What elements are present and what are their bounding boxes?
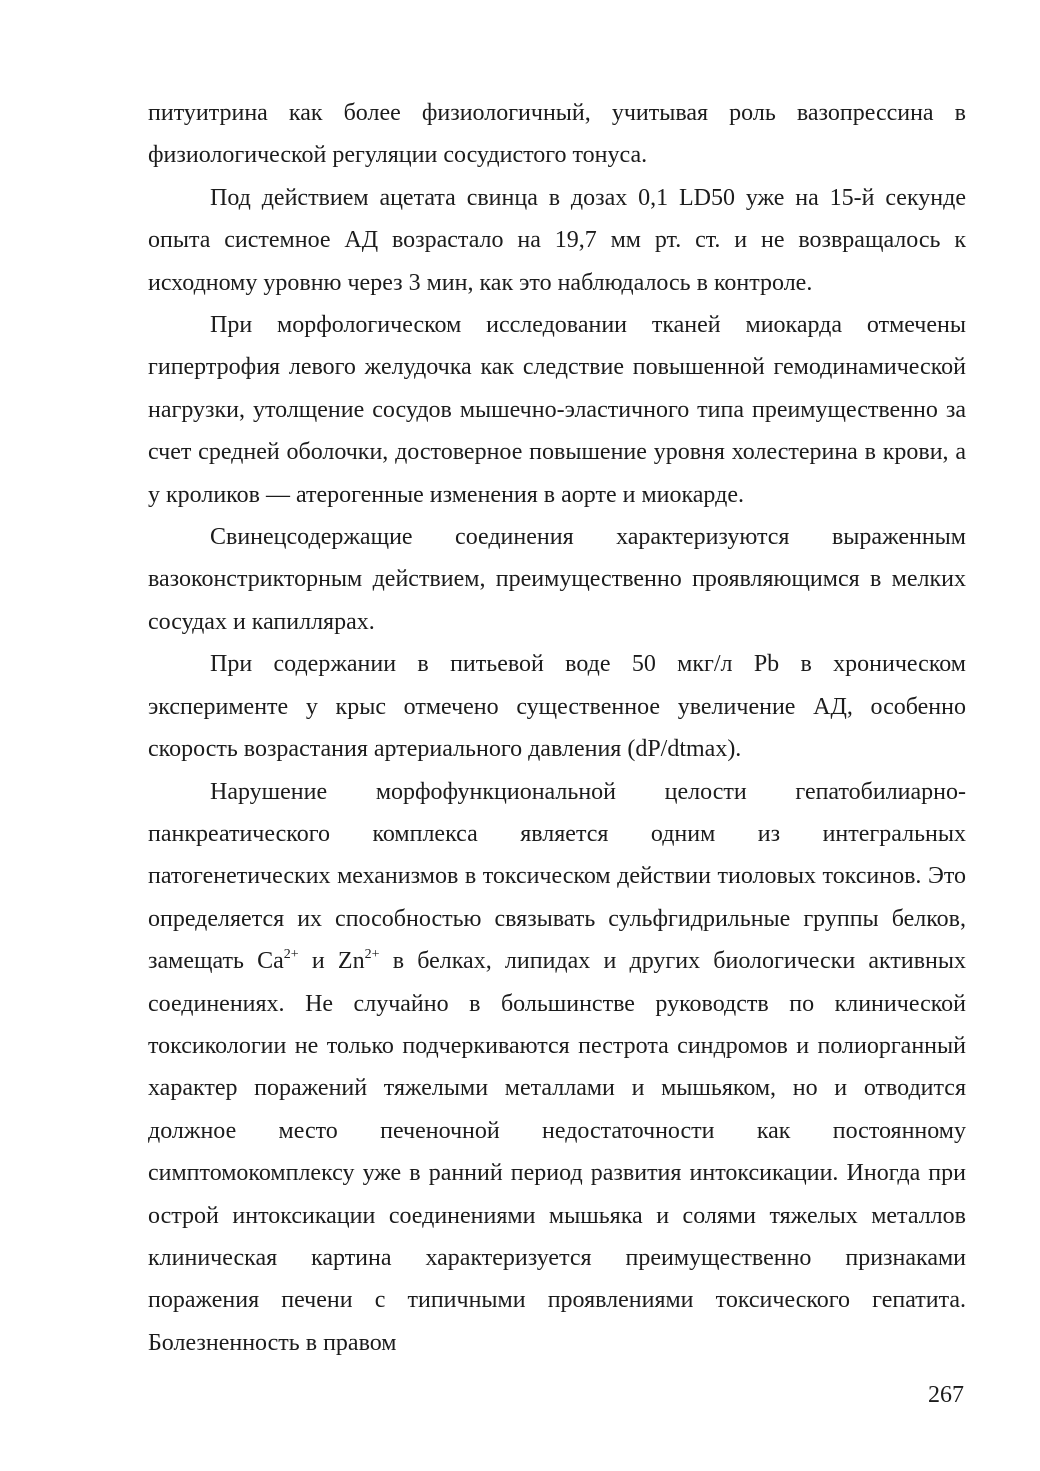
paragraph-text: и Zn [298,948,365,975]
paragraph: При содержании в питьевой воде 50 мкг/л Pb в хроническом эксперименте у крыс отмечено существенное увеличение АД, особенно скорость возрастания артериального давления (dP/dtmax). [148,651,966,763]
page-body [148,92,966,1364]
paragraph-text: в белках, липидах и других биологически активных соединениях. Не случайно в большинстве руководств по клинической токсикологии не только подчеркиваются пестрота синдромов и полиорганный характер поражений тяжелыми металлами и мышьяком, но и отводится должное место печеночной недостаточности как постоянному симптомокомплексу уже в ранний период развития интоксикации. Иногда при острой интоксикации соединениями мышьяка и солями тяжелых металлов клиническая картина характеризуется преимущественно признаками поражения печени с типичными проявлениями токсического гепатита. Болезненность в правом [148,948,966,1356]
page-number: 267 [928,1382,964,1408]
paragraph [148,771,966,1365]
paragraph: питуитрина как более физиологичный, учитывая роль вазопрессина в физиологической регуляции сосудистого тонуса. [148,100,966,169]
paragraph: Свинецсодержащие соединения характеризуются выраженным вазоконстрикторным действием, преимущественно проявляющимся в мелких сосудах и капиллярах. [148,524,966,635]
paragraph: При морфологическом исследовании тканей миокарда отмечены гипертрофия левого желудочка как следствие повышенной гемодинамической нагрузки, утолщение сосудов мышечно-эластичного типа преимущественно за счет средней оболочки, достоверное повышение уровня холестерина в крови, а у кроликов — атерогенные изменения в аорте и миокарде. [148,312,966,508]
paragraph-text: Нарушение морфофункциональной целости гепатобилиарно-панкреатического комплекса является одним из интегральных патогенетических механизмов в токсическом действии тиоловых токсинов. Это определяется их способностью связывать сульфгидрильные группы белков, замещать Ca [148,778,966,975]
superscript: 2+ [364,947,380,963]
superscript: 2+ [283,947,299,963]
paragraph: Под действием ацетата свинца в дозах 0,1 LD50 уже на 15-й секунде опыта системное АД возрастало на 19,7 мм рт. ст. и не возвращалось к исходному уровню через 3 мин, как это наблюдалось в контроле. [148,184,966,296]
